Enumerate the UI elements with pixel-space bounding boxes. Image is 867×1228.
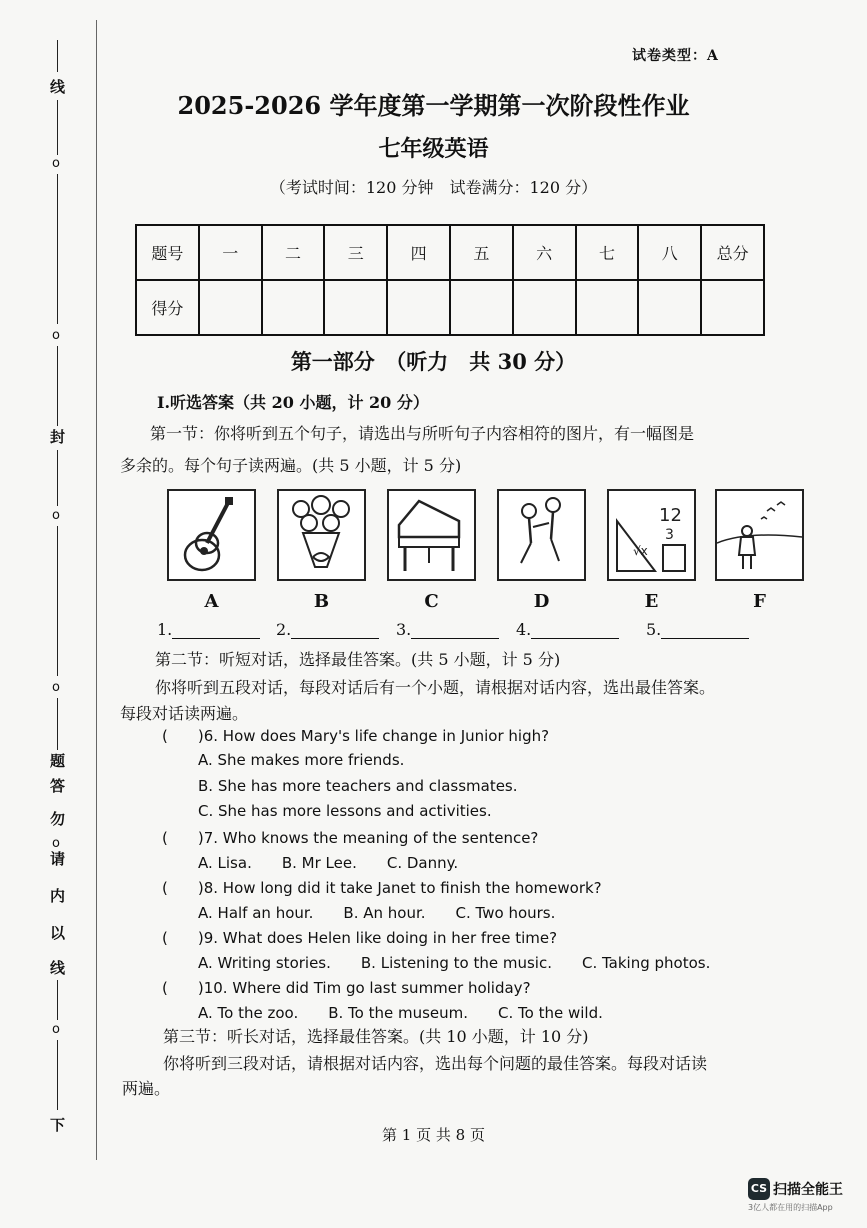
binding-line: [57, 698, 58, 750]
binding-circle: o: [52, 836, 60, 851]
score-input-cell[interactable]: [513, 280, 576, 335]
sub2-instruction-cont: 每段对话读两遍。: [120, 704, 249, 723]
page-title: 2025-2026 学年度第一学期第一次阶段性作业: [177, 91, 690, 120]
picture-label: D: [533, 591, 550, 612]
question-6: ( )6. How does Mary's life change in Junior high?: [162, 727, 550, 745]
score-table-cell: 二: [262, 225, 325, 280]
picture-b: [277, 489, 366, 612]
watermark-name: 扫描全能王: [773, 1182, 843, 1198]
binding-circle: o: [52, 156, 60, 171]
subject-title: 七年级英语: [378, 136, 489, 162]
score-table-header-row: [136, 225, 764, 280]
score-table-cell: 七: [576, 225, 639, 280]
piano-icon: [389, 491, 474, 579]
scanner-watermark: [748, 1178, 843, 1213]
binding-line: [57, 1040, 58, 1110]
binding-circle: o: [52, 680, 60, 695]
score-input-cell[interactable]: [576, 280, 639, 335]
binding-notice-char: 答: [50, 777, 66, 795]
picture-e: [607, 489, 696, 612]
watermark-subtitle: 3亿人都在用的扫描App: [748, 1203, 833, 1212]
sub1-instruction-cont: 多余的。每个句子读两遍。(共 5 小题，计 5 分): [120, 456, 462, 475]
sub3-instruction: 你将听到三段对话，请根据对话内容，选出每个问题的最佳答案。每段对话读: [163, 1054, 708, 1073]
score-table-cell: 五: [450, 225, 513, 280]
score-table-cell: 三: [324, 225, 387, 280]
picture-label: F: [753, 591, 766, 612]
binding-line: [57, 980, 58, 1020]
picture-label: B: [313, 591, 330, 612]
binding-char-xia: 下: [50, 1116, 66, 1134]
binding-circle: o: [52, 328, 60, 343]
question-6-option-a: A. She makes more friends.: [198, 751, 405, 769]
question-6-option-c: C. She has more lessons and activities.: [198, 802, 492, 820]
picture-c: [387, 489, 476, 612]
math-tools-icon: [609, 491, 694, 579]
guitar-icon: [169, 491, 254, 579]
question-6-option-b: B. She has more teachers and classmates.: [198, 777, 518, 795]
question-9: ( )9. What does Helen like doing in her free time?: [162, 929, 558, 947]
sub1-instruction: 第一节：你将听到五个句子，请选出与所听句子内容相符的图片，有一幅图是: [150, 424, 695, 443]
blank-line[interactable]: [411, 620, 499, 639]
picture-label: C: [424, 591, 439, 612]
answer-blank-4[interactable]: [516, 620, 619, 639]
sub3-instruction-cont: 两遍。: [122, 1079, 171, 1098]
question-8: ( )8. How long did it take Janet to finish the homework?: [162, 879, 602, 897]
picture-d: [497, 489, 586, 612]
page-number: 第 1 页 共 8 页: [382, 1126, 485, 1144]
question-9-options: A. Writing stories. B. Listening to the music. C. Taking photos.: [198, 954, 711, 972]
score-input-cell[interactable]: [199, 280, 262, 335]
question-7: ( )7. Who knows the meaning of the sentence?: [162, 829, 539, 847]
score-input-cell[interactable]: [324, 280, 387, 335]
answer-blank-3[interactable]: [396, 620, 499, 639]
score-table-cell: 六: [513, 225, 576, 280]
blank-number: 3.: [396, 620, 412, 639]
blank-number: 2.: [276, 620, 292, 639]
score-table-cell: 总分: [701, 225, 764, 280]
svg-text:3: 3: [665, 527, 674, 543]
blank-line[interactable]: [172, 620, 260, 639]
question-8-options: A. Half an hour. B. An hour. C. Two hours.: [198, 904, 556, 922]
question-7-options: A. Lisa. B. Mr Lee. C. Danny.: [198, 854, 459, 872]
answer-blank-1[interactable]: [157, 620, 260, 639]
score-input-cell[interactable]: [387, 280, 450, 335]
sub2-heading: 第二节：听短对话，选择最佳答案。(共 5 小题，计 5 分): [155, 650, 561, 669]
score-table-cell: 一: [199, 225, 262, 280]
score-table: [135, 224, 765, 336]
score-table-cell: 四: [387, 225, 450, 280]
picture-a: [167, 489, 256, 612]
binding-circle: o: [52, 1022, 60, 1037]
binding-notice-char: 勿: [50, 810, 66, 828]
question-10: ( )10. Where did Tim go last summer holiday?: [162, 979, 531, 997]
binding-margin: [40, 40, 80, 1170]
paper-type: 试卷类型：A: [632, 48, 719, 64]
binding-notice-char: 线: [50, 959, 66, 977]
binding-notice-char: 请: [50, 850, 66, 868]
question-10-options: A. To the zoo. B. To the museum. C. To the wild.: [198, 1004, 603, 1022]
girl-with-birds-icon: [717, 491, 802, 579]
score-row-label: 得分: [136, 280, 199, 335]
score-table-cell: 题号: [136, 225, 199, 280]
sub2-instruction: 你将听到五段对话，每段对话后有一个小题，请根据对话内容，选出最佳答案。: [155, 678, 716, 697]
part1-title: 第一部分 （听力 共 30 分）: [290, 349, 577, 374]
svg-text:12: 12: [659, 505, 682, 526]
score-input-cell[interactable]: [262, 280, 325, 335]
score-input-cell[interactable]: [701, 280, 764, 335]
section1-heading: Ⅰ.听选答案（共 20 小题，计 20 分）: [157, 393, 429, 412]
picture-f: [715, 489, 804, 612]
answer-blank-2[interactable]: [276, 620, 379, 639]
blank-line[interactable]: [531, 620, 619, 639]
binding-notice-char: 以: [50, 924, 66, 942]
blank-number: 4.: [516, 620, 532, 639]
blank-number: 5.: [646, 620, 662, 639]
blank-number: 1.: [157, 620, 173, 639]
binding-notice-char: 内: [50, 887, 66, 905]
binding-circle: o: [52, 508, 60, 523]
skating-kids-icon: [499, 491, 584, 579]
picture-label: E: [644, 591, 659, 612]
score-input-cell[interactable]: [450, 280, 513, 335]
svg-text:√x: √x: [633, 544, 648, 558]
answer-blank-5[interactable]: [646, 620, 749, 639]
score-table-cell: 八: [638, 225, 701, 280]
flower-bouquet-icon: [279, 491, 364, 579]
blank-line[interactable]: [291, 620, 379, 639]
picture-label: A: [204, 591, 219, 612]
binding-line: [57, 40, 58, 72]
score-table-score-row: [136, 280, 764, 335]
cs-logo-icon: CS: [748, 1178, 770, 1200]
binding-char-feng: 封: [50, 428, 66, 446]
binding-notice-char: 题: [50, 752, 66, 770]
exam-info: （考试时间：120 分钟 试卷满分：120 分）: [269, 178, 598, 197]
blank-line[interactable]: [661, 620, 749, 639]
sub3-heading: 第三节：听长对话，选择最佳答案。(共 10 小题，计 10 分): [163, 1027, 589, 1046]
binding-line: [57, 526, 58, 676]
binding-char-xian: 线: [50, 78, 66, 96]
score-input-cell[interactable]: [638, 280, 701, 335]
binding-line: [57, 450, 58, 506]
